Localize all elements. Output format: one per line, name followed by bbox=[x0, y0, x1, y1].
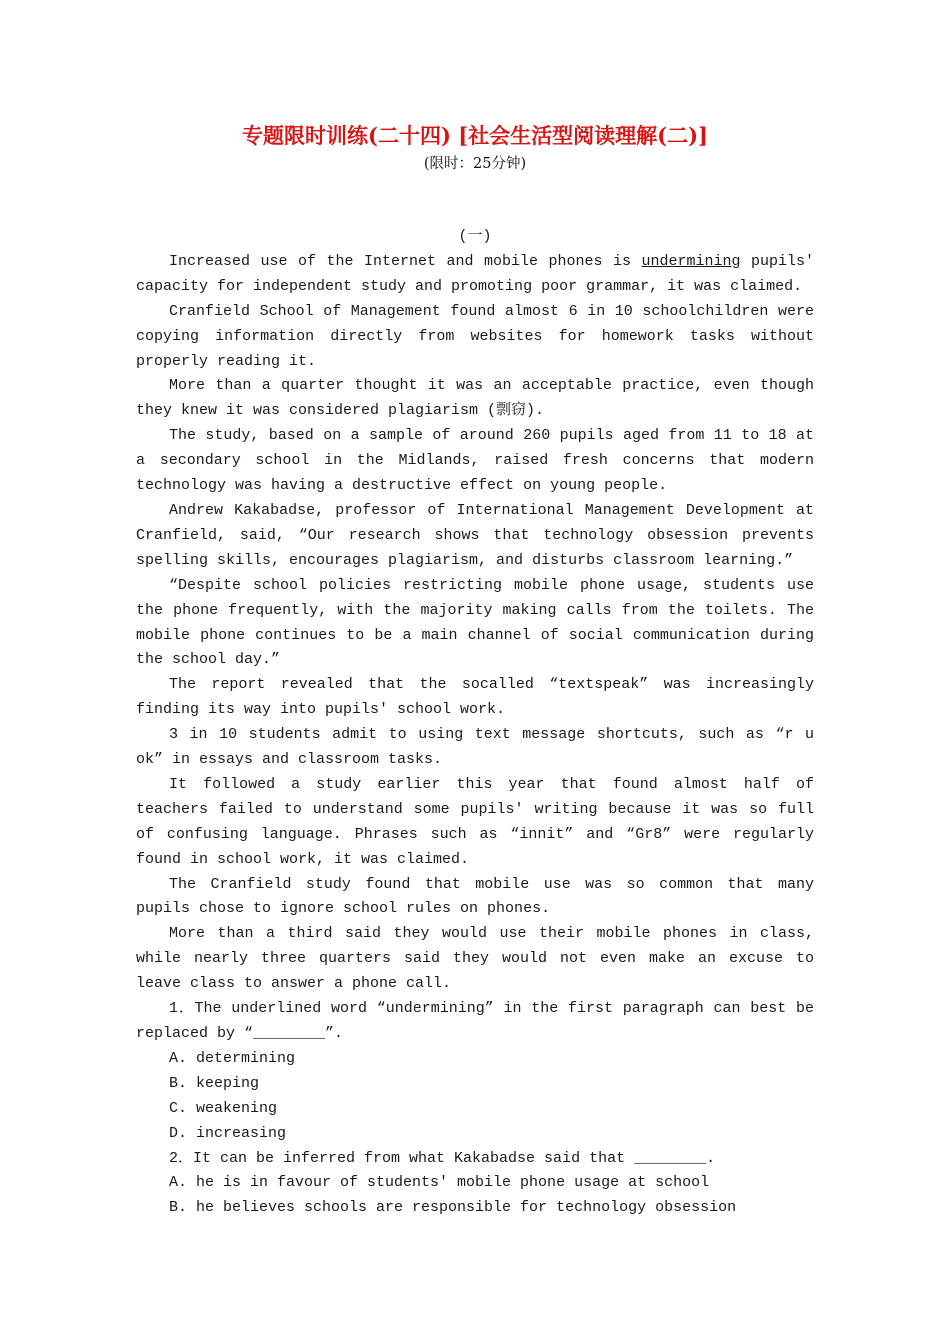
question-1-option-a: A. determining bbox=[169, 1049, 296, 1067]
question-2-option-b: B. he believes schools are responsible for technology obsession bbox=[169, 1199, 737, 1217]
question-1-stem: 1．The underlined word “undermining” in the first paragraph can best be replaced by “________”. bbox=[136, 1000, 814, 1042]
question-1-option-b: B. keeping bbox=[169, 1074, 260, 1092]
paragraph-2: Cranfield School of Management found almost 6 in 10 schoolchildren were copying information directly from websites for homework tasks without properly reading it. bbox=[136, 302, 814, 370]
question-2-stem: 2．It can be inferred from what Kakabadse said that ________. bbox=[169, 1149, 716, 1167]
paragraph-5: Andrew Kakabadse, professor of International Management Development at Cranfield, said, “Our research shows that technology obsession prevents spelling skills, encourages plagiarism, and disturbs classroom learning.” bbox=[136, 501, 814, 569]
paragraph-3: More than a quarter thought it was an acceptable practice, even though they knew it was considered plagiarism (剽窃). bbox=[136, 377, 814, 420]
paragraph-8: 3 in 10 students admit to using text message shortcuts, such as “r u ok” in essays and classroom tasks. bbox=[136, 726, 814, 769]
paragraph-7: The report revealed that the socalled “textspeak” was increasingly finding its way into pupils' school work. bbox=[136, 676, 814, 719]
section-label: (一) bbox=[458, 228, 492, 245]
paragraph-9: It followed a study earlier this year that found almost half of teachers failed to understand some pupils' writing because it was so full of confusing language. Phrases such as “innit” and “Gr8” were regularly found in school work, it was claimed. bbox=[136, 775, 814, 868]
paragraph-1 bbox=[136, 250, 814, 300]
time-limit: (限时：25分钟) bbox=[423, 156, 527, 172]
page-title: 专题限时训练(二十四) [社会生活型阅读理解(二)] bbox=[242, 123, 708, 148]
question-2-option-a: A. he is in favour of students' mobile phone usage at school bbox=[169, 1174, 710, 1192]
paragraph-11: More than a third said they would use their mobile phones in class, while nearly three quarters said they would not even make an excuse to leave class to answer a phone call. bbox=[136, 925, 814, 993]
question-1-option-d: D. increasing bbox=[169, 1124, 287, 1142]
paragraph-1-end: pupils' capacity for independent study and promoting poor grammar, it was claimed. bbox=[136, 252, 814, 295]
paragraph-4: The study, based on a sample of around 260 pupils aged from 11 to 18 at a secondary school in the Midlands, raised fresh concerns that modern technology was having a destructive effect on young people. bbox=[136, 427, 814, 495]
paragraph-1-start: Increased use of the Internet and mobile phones is bbox=[169, 252, 642, 270]
question-1-option-c: C. weakening bbox=[169, 1099, 278, 1117]
paragraph-6: “Despite school policies restricting mobile phone usage, students use the phone frequently, with the majority making calls from the toilets. The mobile phone continues to be a main channel of social communication during the school day.” bbox=[136, 576, 814, 669]
underlined-word: undermining bbox=[641, 252, 741, 270]
paragraph-10: The Cranfield study found that mobile use was so common that many pupils chose to ignore school rules on phones. bbox=[136, 875, 814, 918]
passage-body bbox=[136, 225, 814, 1221]
